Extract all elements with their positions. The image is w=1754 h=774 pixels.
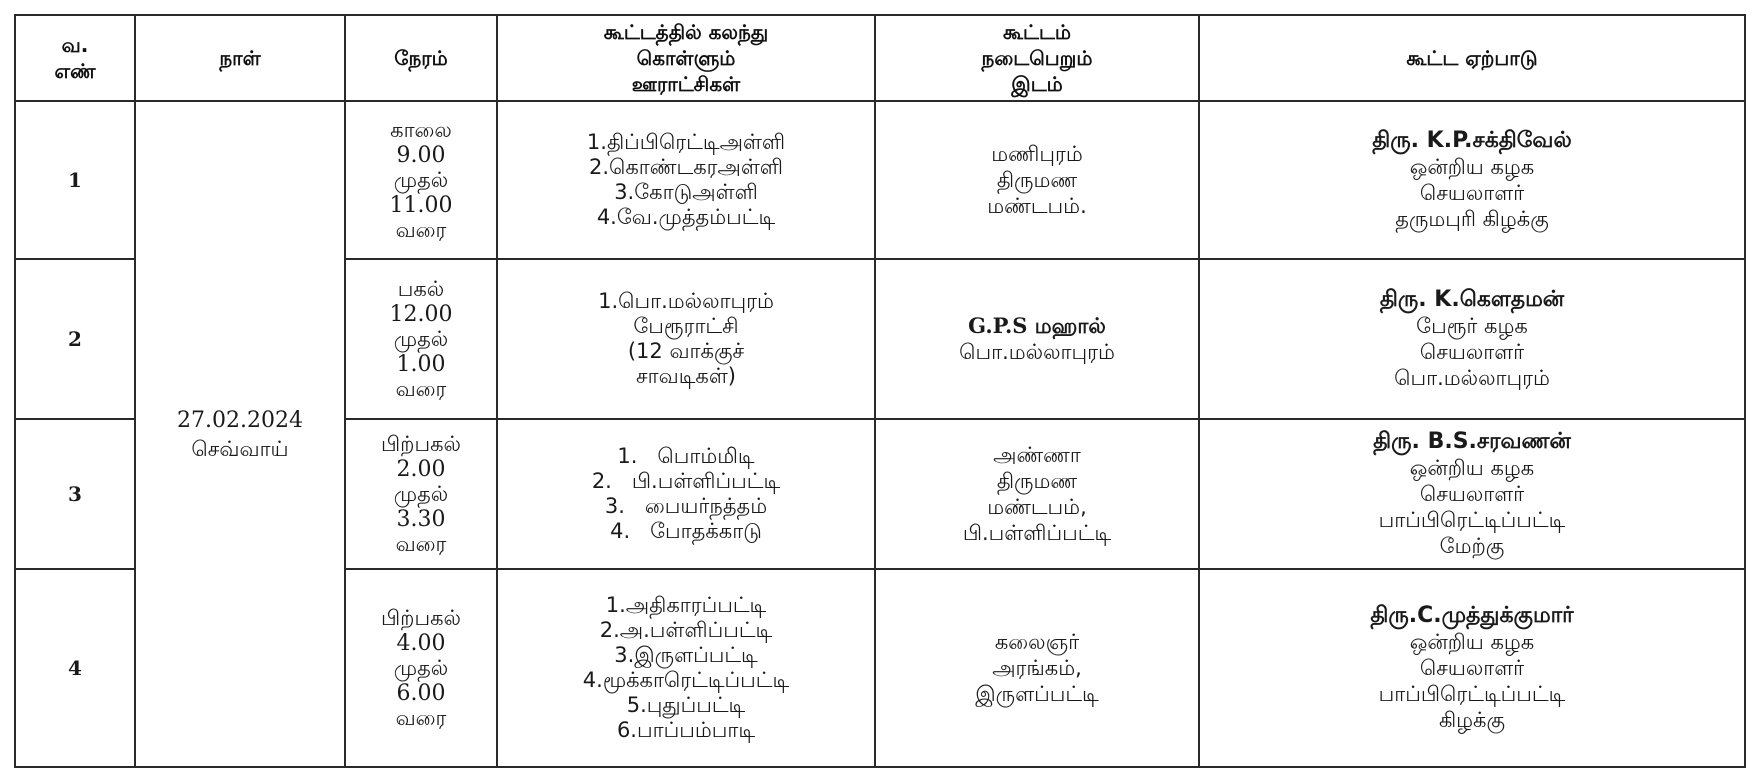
header-date: நாள் [135, 15, 345, 101]
organizer-name: திரு. K.P.சக்திவேல் [1372, 128, 1572, 153]
header-villages: கூட்டத்தில் கலந்து கொள்ளும் ஊராட்சிகள் [497, 15, 875, 101]
row-venue: கலைஞர் அரங்கம், இருளப்பட்டி [875, 569, 1199, 767]
organizer-name: திரு. K.கௌதமன் [1379, 287, 1565, 312]
meeting-date: 27.02.2024 [177, 407, 303, 433]
row-villages: 1.திப்பிரெட்டிஅள்ளி 2.கொண்டகரஅள்ளி 3.கோடுஅள்ளி 4.வே.முத்தம்பட்டி [497, 101, 875, 259]
row-serial: 1 [15, 101, 135, 259]
meeting-day: செவ்வாய் [191, 436, 289, 461]
organizer-name: திரு.C.முத்துக்குமார் [1370, 603, 1574, 628]
row-time: பிற்பகல் 4.00 முதல் 6.00 வரை [345, 569, 497, 767]
row-venue: மணிபுரம் திருமண மண்டபம். [875, 101, 1199, 259]
row-serial: 4 [15, 569, 135, 767]
row-organizer: திரு. B.S.சரவணன் ஒன்றிய கழக செயலாளர் பாப்பிரெட்டிப்பட்டி மேற்கு [1199, 419, 1745, 569]
row-serial: 3 [15, 419, 135, 569]
table-row [15, 101, 1745, 259]
header-time: நேரம் [345, 15, 497, 101]
header-serial: வ. எண் [15, 15, 135, 101]
meeting-date-cell [135, 101, 345, 767]
row-venue: G.P.S மஹால் பொ.மல்லாபுரம் [875, 259, 1199, 419]
header-row [15, 15, 1745, 101]
row-organizer: திரு. K.கௌதமன் பேரூர் கழக செயலாளர் பொ.மல்லாபுரம் [1199, 259, 1745, 419]
document-sheet [8, 0, 1748, 770]
row-organizer: திரு. K.P.சக்திவேல் ஒன்றிய கழக செயலாளர் தருமபுரி கிழக்கு [1199, 101, 1745, 259]
organizer-name: திரு. B.S.சரவணன் [1373, 429, 1571, 454]
row-time: பிற்பகல் 2.00 முதல் 3.30 வரை [345, 419, 497, 569]
header-organizer: கூட்ட ஏற்பாடு [1199, 15, 1745, 101]
row-time: காலை 9.00 முதல் 11.00 வரை [345, 101, 497, 259]
row-time: பகல் 12.00 முதல் 1.00 வரை [345, 259, 497, 419]
row-villages: 1. பொம்மிடி 2. பி.பள்ளிப்பட்டி 3. பையர்நத்தம் 4. போதக்காடு [497, 419, 875, 569]
row-villages: 1.பொ.மல்லாபுரம் பேரூராட்சி (12 வாக்குச் சாவடிகள்) [497, 259, 875, 419]
row-organizer: திரு.C.முத்துக்குமார் ஒன்றிய கழக செயலாளர் பாப்பிரெட்டிப்பட்டி கிழக்கு [1199, 569, 1745, 767]
header-venue: கூட்டம் நடைபெறும் இடம் [875, 15, 1199, 101]
row-serial: 2 [15, 259, 135, 419]
meeting-schedule-table [14, 14, 1746, 768]
row-villages: 1.அதிகாரப்பட்டி 2.அ.பள்ளிப்பட்டி 3.இருளப்பட்டி 4.மூக்காரெட்டிப்பட்டி 5.புதுப்பட்டி 6.பாப்பம்பாடி [497, 569, 875, 767]
row-venue: அண்ணா திருமண மண்டபம், பி.பள்ளிப்பட்டி [875, 419, 1199, 569]
